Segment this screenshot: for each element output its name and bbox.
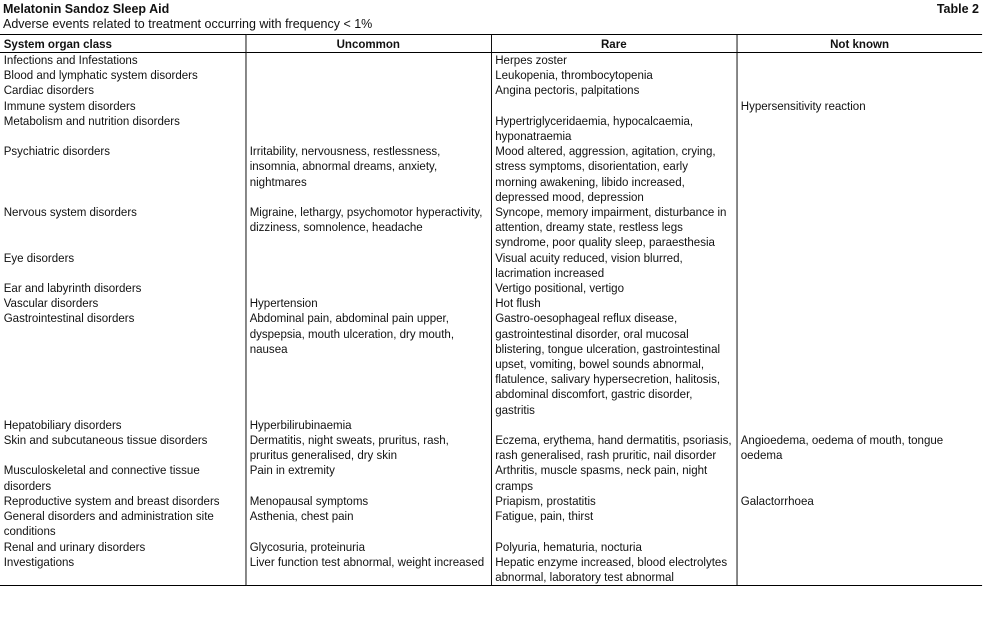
cell-rare: Hot flush	[491, 296, 737, 311]
cell-rare: Visual acuity reduced, vision blurred, lacrimation increased	[491, 251, 737, 281]
document-title: Melatonin Sandoz Sleep Aid	[3, 2, 170, 16]
table-row	[0, 83, 982, 98]
cell-uncommon: Migraine, lethargy, psychomotor hyperactivity, dizziness, somnolence, headache	[246, 205, 492, 251]
cell-system-organ-class: Vascular disorders	[3, 296, 99, 311]
cell-system-organ-class: Nervous system disorders	[3, 205, 137, 220]
cell-system-organ-class: Eye disorders	[3, 250, 75, 265]
cell-uncommon: Liver function test abnormal, weight increased	[246, 555, 492, 586]
cell-uncommon	[246, 251, 492, 281]
table-row	[0, 418, 982, 433]
cell-uncommon: Hyperbilirubinaemia	[246, 418, 492, 433]
title-row	[3, 1, 979, 17]
table-row	[0, 114, 982, 144]
table-row	[0, 540, 982, 555]
cell-uncommon: Irritability, nervousness, restlessness, insomnia, abnormal dreams, anxiety, nightmares	[246, 144, 492, 205]
cell-system-organ-class: Immune system disorders	[3, 98, 136, 113]
column-header-not-known: Not known	[737, 35, 983, 53]
cell-not-known	[737, 311, 983, 417]
cell-not-known: Angioedema, oedema of mouth, tongue oedema	[737, 433, 983, 463]
cell-not-known	[737, 205, 983, 251]
cell-system-organ-class: Blood and lymphatic system disorders	[3, 68, 198, 83]
cell-not-known	[737, 53, 983, 69]
cell-rare: Herpes zoster	[491, 53, 737, 69]
table-subtitle: Adverse events related to treatment occurring with frequency < 1%	[3, 17, 373, 31]
cell-system-organ-class: Psychiatric disorders	[3, 144, 111, 159]
cell-rare: Leukopenia, thrombocytopenia	[491, 68, 737, 83]
cell-not-known	[737, 281, 983, 296]
cell-not-known	[737, 555, 983, 586]
cell-rare: Hepatic enzyme increased, blood electrolytes abnormal, laboratory test abnormal	[491, 555, 737, 586]
cell-uncommon: Hypertension	[246, 296, 492, 311]
cell-uncommon	[246, 68, 492, 83]
table-row	[0, 144, 982, 205]
cell-rare: Polyuria, hematuria, nocturia	[491, 540, 737, 555]
column-header-rare: Rare	[491, 35, 737, 53]
cell-not-known	[737, 418, 983, 433]
cell-rare	[491, 418, 737, 433]
cell-uncommon: Glycosuria, proteinuria	[246, 540, 492, 555]
cell-uncommon: Dermatitis, night sweats, pruritus, rash, pruritus generalised, dry skin	[246, 433, 492, 463]
cell-system-organ-class: Hepatobiliary disorders	[3, 417, 122, 432]
table-row	[0, 281, 982, 296]
cell-system-organ-class: Gastrointestinal disorders	[3, 311, 135, 326]
cell-rare: Hypertriglyceridaemia, hypocalcaemia, hyponatraemia	[491, 114, 737, 144]
cell-not-known	[737, 540, 983, 555]
cell-rare: Eczema, erythema, hand dermatitis, psoriasis, rash generalised, rash pruritic, nail disorder	[491, 433, 737, 463]
cell-rare: Priapism, prostatitis	[491, 494, 737, 509]
cell-not-known	[737, 83, 983, 98]
cell-system-organ-class: Metabolism and nutrition disorders	[3, 113, 180, 128]
table-header-row	[0, 35, 982, 53]
cell-not-known	[737, 463, 983, 493]
table-row	[0, 463, 982, 493]
cell-system-organ-class: Reproductive system and breast disorders	[3, 493, 220, 508]
cell-uncommon	[246, 114, 492, 144]
cell-uncommon: Menopausal symptoms	[246, 494, 492, 509]
cell-uncommon	[246, 281, 492, 296]
cell-uncommon	[246, 83, 492, 98]
cell-not-known	[737, 144, 983, 205]
table-row	[0, 433, 982, 463]
cell-not-known	[737, 251, 983, 281]
cell-not-known: Galactorrhoea	[737, 494, 983, 509]
table-row	[0, 205, 982, 251]
cell-not-known	[737, 509, 983, 539]
cell-rare: Syncope, memory impairment, disturbance in attention, dreamy state, restless legs syndrome, poor quality sleep, paraesthesia	[491, 205, 737, 251]
adverse-events-table	[0, 34, 982, 586]
cell-system-organ-class: Renal and urinary disorders	[3, 539, 146, 554]
cell-uncommon	[246, 99, 492, 114]
cell-system-organ-class: General disorders and administration site conditions	[3, 509, 214, 539]
cell-system-organ-class: Ear and labyrinth disorders	[3, 281, 142, 296]
column-header-uncommon: Uncommon	[246, 35, 492, 53]
table-row	[0, 53, 982, 69]
table-row	[0, 296, 982, 311]
cell-uncommon	[246, 53, 492, 69]
cell-not-known	[737, 68, 983, 83]
table-row	[0, 68, 982, 83]
cell-rare: Fatigue, pain, thirst	[491, 509, 737, 539]
table-row	[0, 251, 982, 281]
cell-not-known	[737, 296, 983, 311]
cell-system-organ-class: Cardiac disorders	[3, 83, 95, 98]
cell-system-organ-class: Musculoskeletal and connective tissue disorders	[3, 463, 200, 493]
cell-uncommon: Pain in extremity	[246, 463, 492, 493]
cell-rare	[491, 99, 737, 114]
column-header-system-organ-class: System organ class	[0, 35, 246, 53]
table-row	[0, 555, 982, 586]
cell-rare: Mood altered, aggression, agitation, crying, stress symptoms, disorientation, early morning awakening, libido increased, depressed mood, depression	[491, 144, 737, 205]
cell-rare: Arthritis, muscle spasms, neck pain, night cramps	[491, 463, 737, 493]
cell-rare: Gastro-oesophageal reflux disease, gastrointestinal disorder, oral mucosal blistering, tongue ulceration, gastrointestinal upset, vomiting, bowel sounds abnormal, flatulence, salivary hypersecretion, halitosis, abdominal discomfort, gastric disorder, gastritis	[491, 311, 737, 417]
table-row	[0, 99, 982, 114]
table-row	[0, 311, 982, 417]
cell-not-known	[737, 114, 983, 144]
table-body	[0, 53, 982, 586]
table-label: Table 2	[936, 2, 979, 16]
cell-uncommon: Asthenia, chest pain	[246, 509, 492, 539]
cell-system-organ-class: Skin and subcutaneous tissue disorders	[3, 433, 208, 448]
cell-rare: Vertigo positional, vertigo	[491, 281, 737, 296]
table-row	[0, 494, 982, 509]
cell-not-known: Hypersensitivity reaction	[737, 99, 983, 114]
cell-system-organ-class: Infections and Infestations	[3, 53, 138, 67]
cell-system-organ-class: Investigations	[0, 555, 246, 586]
cell-uncommon: Abdominal pain, abdominal pain upper, dyspepsia, mouth ulceration, dry mouth, nausea	[246, 311, 492, 417]
cell-rare: Angina pectoris, palpitations	[491, 83, 737, 98]
table-row	[0, 509, 982, 539]
